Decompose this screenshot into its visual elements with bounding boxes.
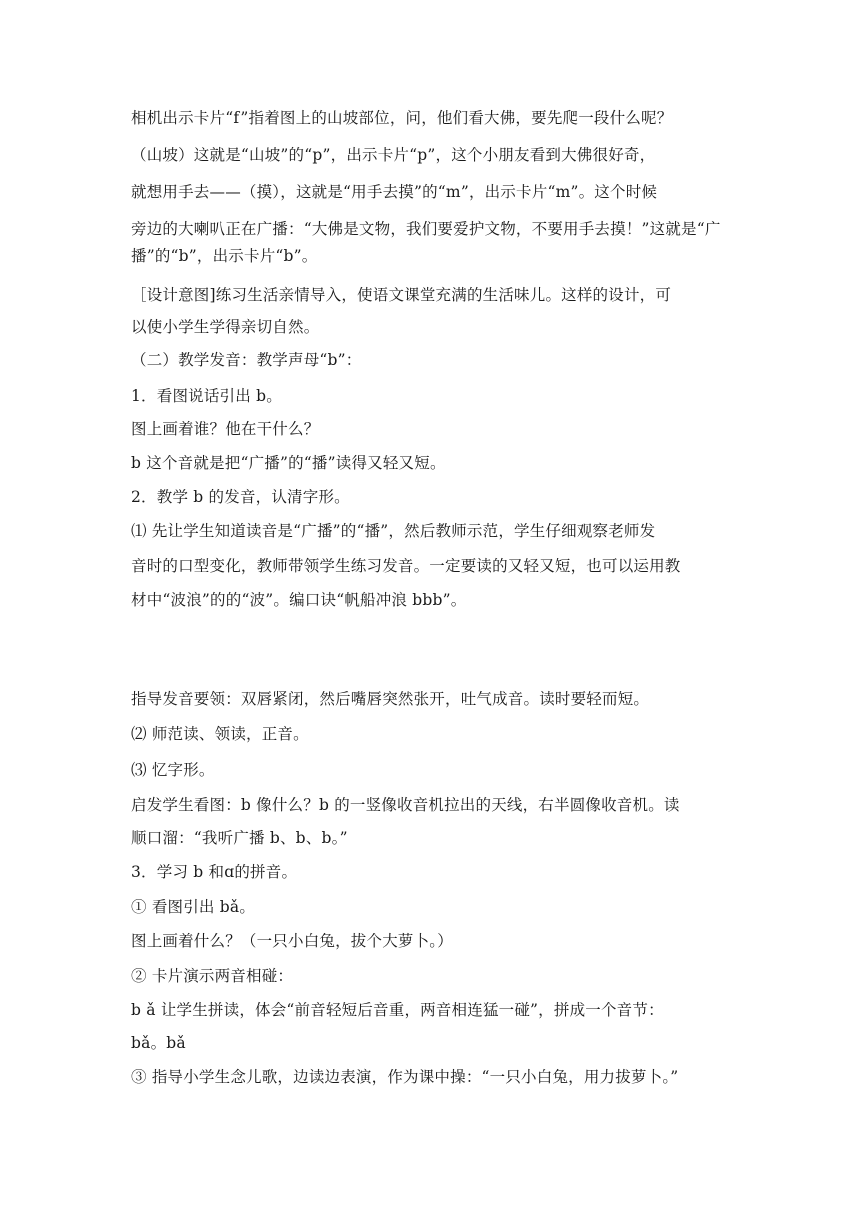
text-line: 音时的口型变化，教师带领学生练习发音。一定要读的又轻又短，也可以运用教: [131, 557, 681, 575]
text-line: ⑴ 先让学生知道读音是“广播”的“播”，然后教师示范，学生仔细观察老师发: [131, 522, 656, 540]
text-line: 图上画着什么？（一只小白兔，拔个大萝卜。）: [131, 932, 453, 950]
text-line: ⑶ 忆字形。: [131, 761, 215, 779]
text-line: b 这个音就是把“广播”的“播”读得又轻又短。: [131, 454, 446, 472]
text-line: （山坡）这就是“山坡”的“p”，出示卡片“p”，这个小朋友看到大佛很好奇，: [131, 146, 656, 164]
text-line: 2．教学 b 的发音，认清字形。: [131, 488, 350, 506]
text-line: 材中“波浪”的的“波”。编口诀“帆船冲浪 bbb”。: [131, 591, 467, 609]
text-line: ② 卡片演示两音相碰：: [131, 967, 294, 985]
text-line: 指导发音要领：双唇紧闭，然后嘴唇突然张开，吐气成音。读时要轻而短。: [131, 690, 650, 708]
text-line: 图上画着谁？他在干什么？: [131, 420, 320, 438]
text-line: ⑵ 师范读、领读，正音。: [131, 725, 309, 743]
text-line: 播”的“b”，出示卡片“b”。: [131, 247, 318, 265]
text-line: （二）教学发音：教学声母“b”：: [131, 351, 362, 369]
text-line: 顺口溜：“我听广播 b、b、b。”: [131, 829, 348, 847]
text-line: b ǎ 让学生拼读，体会“前音轻短后音重，两音相连猛一碰”，拼成一个音节：: [131, 1001, 664, 1019]
text-line: 启发学生看图：b 像什么？b 的一竖像收音机拉出的天线，右半圆像收音机。读: [131, 796, 680, 814]
text-line: ［设计意图]练习生活亲情导入，使语文课堂充满的生活味儿。这样的设计，可: [131, 286, 672, 304]
text-line: 相机出示卡片“f”指着图上的山坡部位，问，他们看大佛，要先爬一段什么呢？: [131, 109, 673, 127]
text-line: 以使小学生学得亲切自然。: [131, 318, 320, 336]
text-line: 3．学习 b 和ɑ的拼音。: [131, 863, 298, 881]
text-line: ③ 指导小学生念儿歌，边读边表演，作为课中操：“一只小白兔，用力拔萝卜。”: [131, 1068, 679, 1086]
text-line: bǎ。bǎ: [131, 1034, 186, 1052]
text-line: 1．看图说话引出 b。: [131, 387, 282, 405]
text-line: ① 看图引出 bǎ。: [131, 898, 256, 916]
text-line: 就想用手去——（摸），这就是“用手去摸”的“m”，出示卡片“m”。这个时候: [131, 183, 658, 201]
text-line: 旁边的大喇叭正在广播：“大佛是文物，我们要爱护文物，不要用手去摸！”这就是“广: [131, 220, 721, 238]
